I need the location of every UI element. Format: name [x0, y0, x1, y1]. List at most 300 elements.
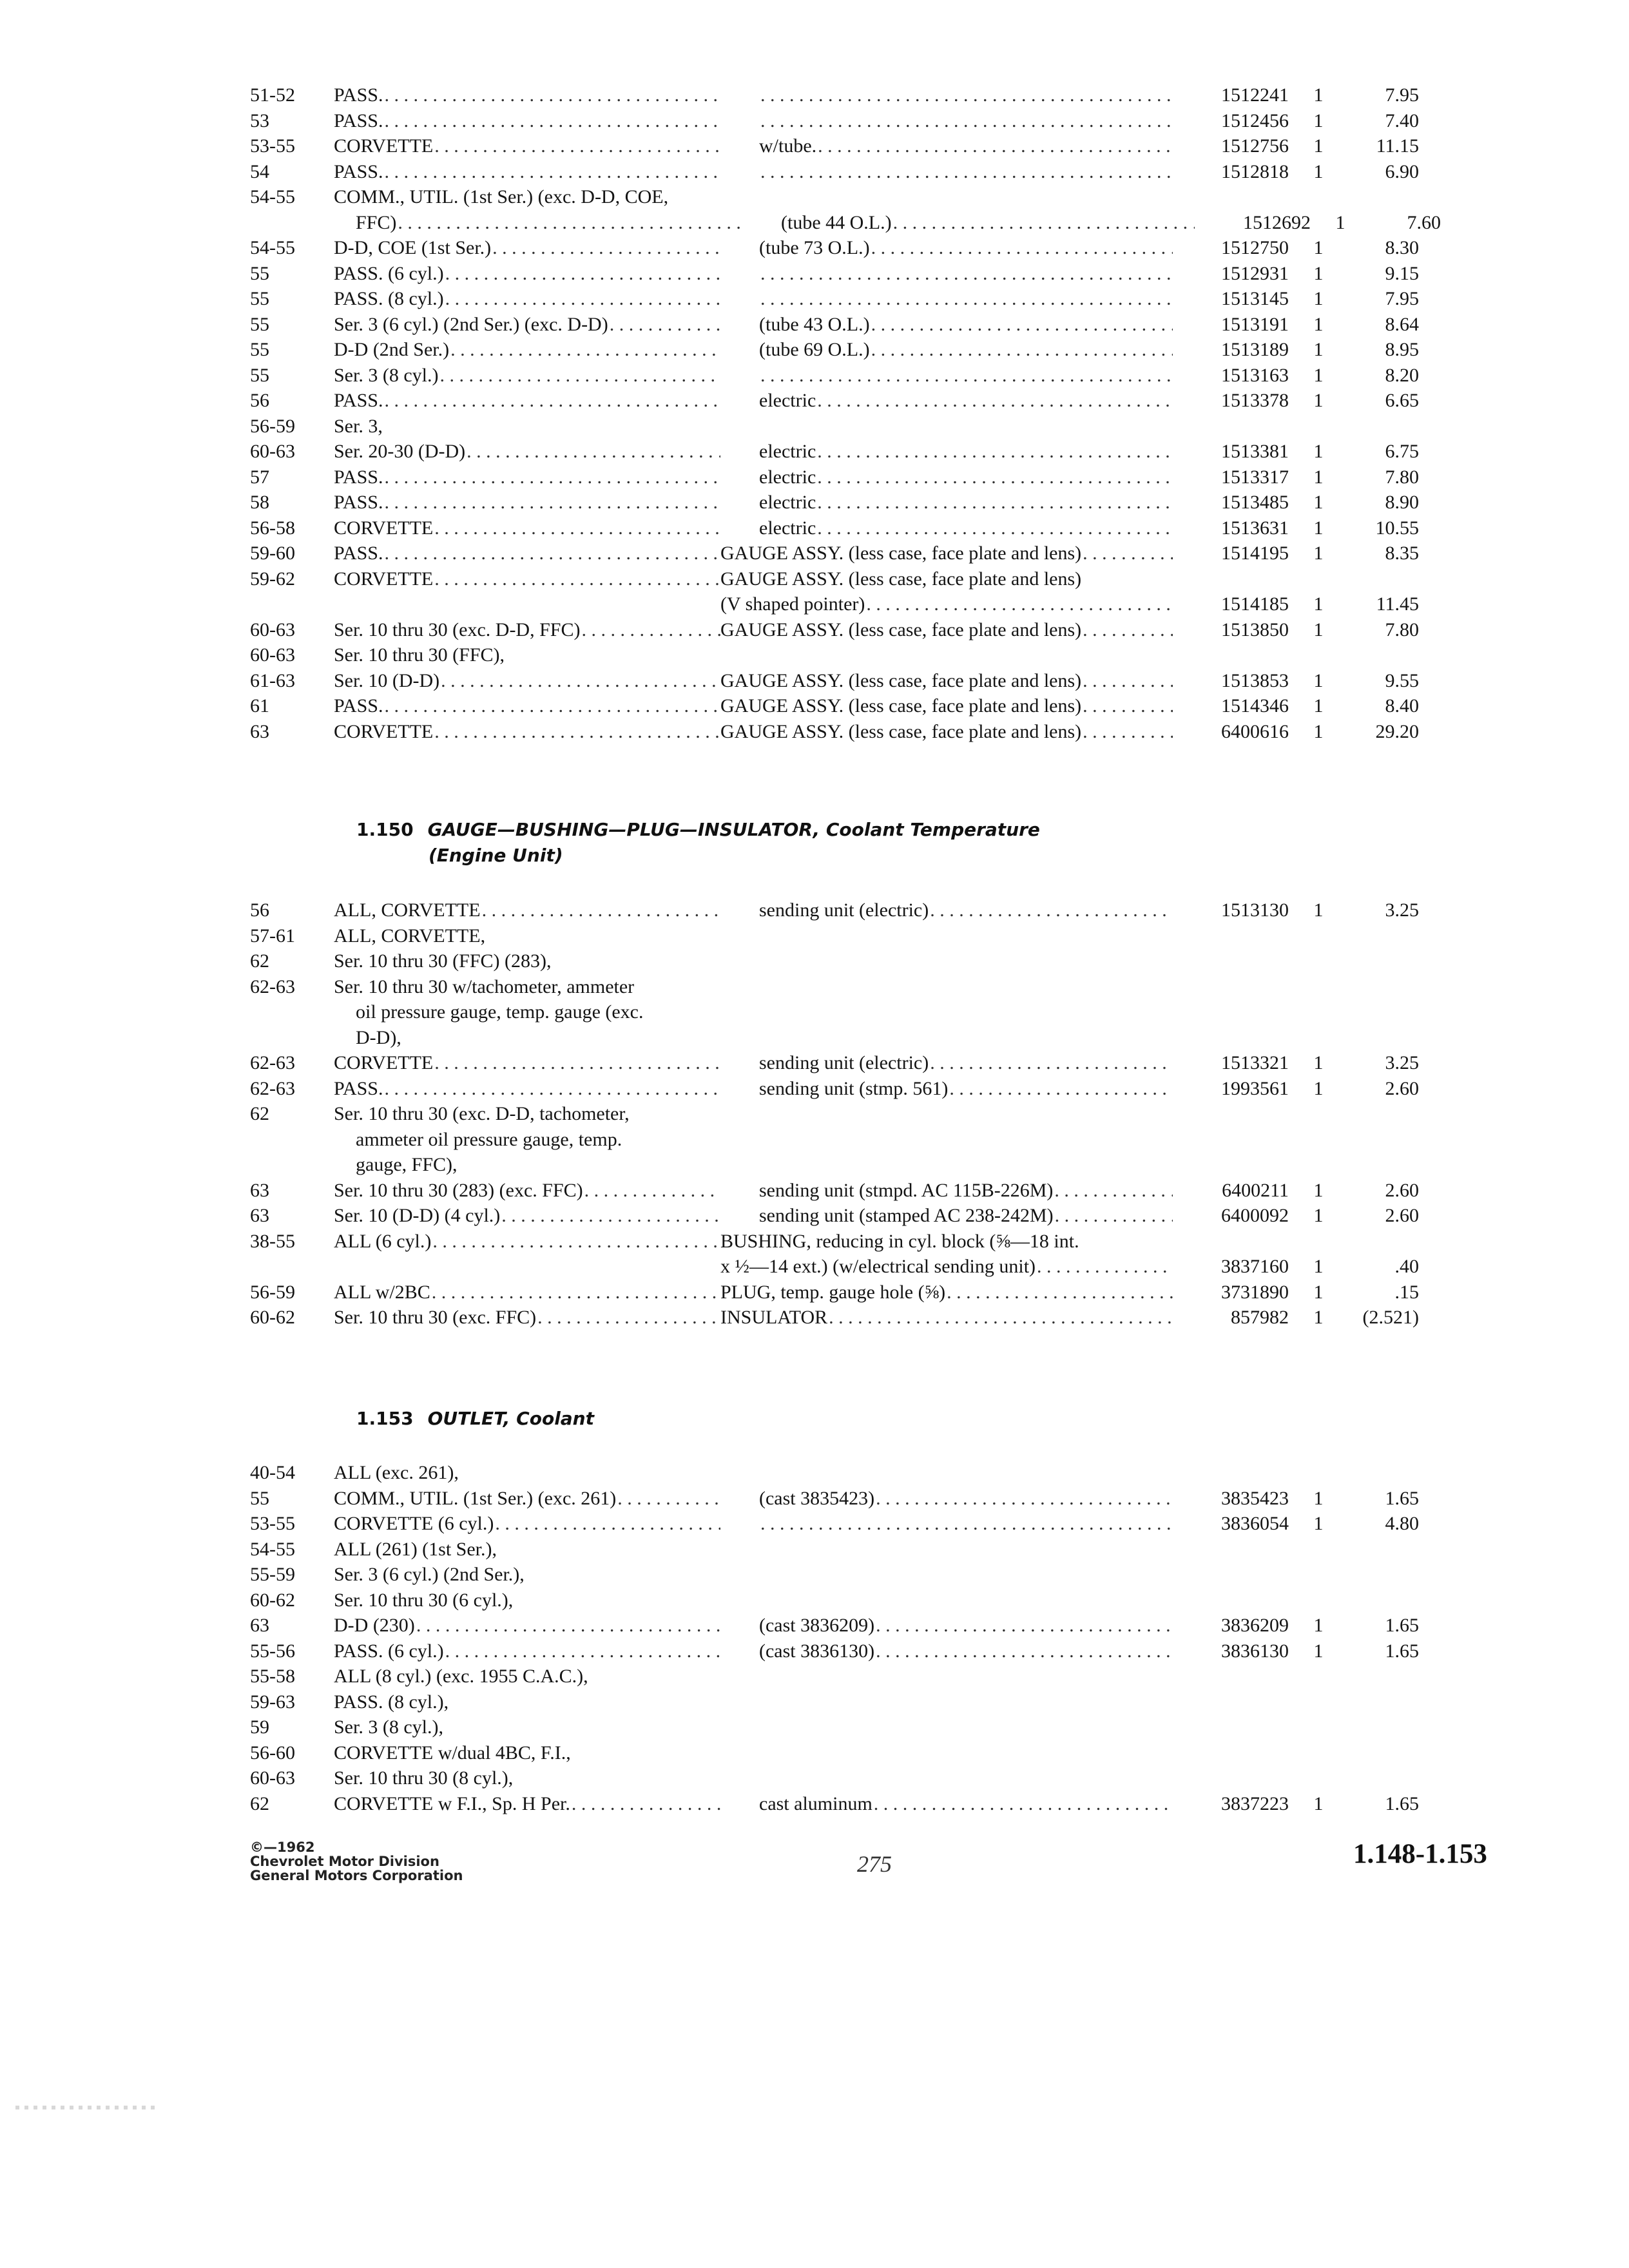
year-cell: 62-63 — [250, 1077, 295, 1099]
section-title: OUTLET, Coolant — [427, 1408, 595, 1429]
table-row — [250, 566, 1474, 592]
table-row — [250, 668, 1474, 694]
application-cell — [334, 1101, 720, 1127]
description-cell — [720, 108, 1173, 134]
table-row — [250, 1639, 1474, 1664]
price-cell: 3.25 — [1385, 1052, 1419, 1073]
application-cell — [334, 210, 742, 236]
dot-leader — [583, 1178, 720, 1204]
part-number-cell: 3836209 — [1221, 1615, 1289, 1636]
table-row — [250, 490, 1474, 515]
dot-leader — [536, 1305, 720, 1331]
quantity-cell: 1 — [1313, 517, 1324, 539]
price-cell: (2.521) — [1362, 1307, 1419, 1328]
dot-leader — [816, 465, 1173, 490]
table-row — [250, 999, 1474, 1025]
application-cell — [334, 490, 720, 515]
application-cell — [334, 1127, 742, 1153]
application-cell — [334, 235, 720, 261]
table-row — [250, 1613, 1474, 1639]
description-text: sending unit (electric) — [759, 1052, 929, 1073]
part-number-cell: 1513163 — [1221, 364, 1289, 386]
application-text: D-D, COE (1st Ser.) — [334, 237, 492, 258]
price-cell: 2.60 — [1385, 1205, 1419, 1226]
year-cell: 62 — [250, 1792, 269, 1814]
part-number-cell: 1512456 — [1221, 110, 1289, 131]
description-cell — [720, 591, 1173, 617]
dot-leader — [383, 388, 720, 414]
quantity-cell: 1 — [1313, 1256, 1324, 1277]
year-cell: 55 — [250, 262, 269, 284]
application-text: Ser. 10 thru 30 (283) (exc. FFC) — [334, 1179, 583, 1201]
description-text: sending unit (stamped AC 238-242M) — [759, 1205, 1054, 1226]
price-cell: 8.20 — [1385, 364, 1419, 386]
dot-leader — [759, 82, 1173, 108]
quantity-cell: 1 — [1313, 135, 1324, 157]
dot-leader — [929, 1050, 1173, 1076]
description-text: electric — [759, 390, 816, 411]
description-text: w/tube. — [759, 135, 817, 157]
description-text: electric — [759, 492, 816, 513]
dot-leader — [433, 1050, 720, 1076]
year-cell: 62 — [250, 950, 269, 972]
dot-leader — [816, 388, 1173, 414]
table-row — [250, 1715, 1474, 1740]
price-cell: 6.75 — [1385, 441, 1419, 462]
dot-leader — [816, 490, 1173, 515]
table-row — [250, 414, 1474, 439]
application-cell — [334, 1562, 720, 1588]
quantity-cell: 1 — [1313, 720, 1324, 742]
dot-leader — [383, 1076, 720, 1102]
year-cell: 55-59 — [250, 1564, 295, 1585]
table-row — [250, 108, 1474, 134]
quantity-cell: 1 — [1313, 364, 1324, 386]
table-row — [250, 1050, 1474, 1076]
application-cell — [334, 1280, 720, 1305]
dot-leader — [383, 693, 720, 719]
application-cell — [334, 1588, 720, 1613]
description-text: sending unit (electric) — [759, 899, 929, 921]
application-text: Ser. 3 (6 cyl.) (2nd Ser.), — [334, 1564, 525, 1585]
year-cell: 63 — [250, 1205, 269, 1226]
year-cell: 40-54 — [250, 1462, 295, 1483]
table-row — [250, 312, 1474, 338]
application-cell — [334, 1715, 720, 1740]
description-cell — [720, 312, 1173, 338]
application-text: Ser. 10 thru 30 (exc. D-D, FFC) — [334, 619, 581, 640]
year-cell: 55 — [250, 288, 269, 309]
part-number-cell: 1514195 — [1221, 543, 1289, 564]
description-cell — [720, 1791, 1173, 1817]
description-cell — [720, 133, 1173, 159]
description-text: PLUG, temp. gauge hole (⅝) — [720, 1281, 946, 1303]
year-cell: 54-55 — [250, 237, 295, 258]
application-cell — [334, 465, 720, 490]
table-row — [250, 923, 1474, 949]
quantity-cell: 1 — [1313, 441, 1324, 462]
application-cell — [334, 693, 720, 719]
part-number-cell: 1512931 — [1221, 262, 1289, 284]
part-number-cell: 1993561 — [1221, 1077, 1289, 1099]
application-cell — [334, 1050, 720, 1076]
quantity-cell: 1 — [1313, 110, 1324, 131]
quantity-cell: 1 — [1313, 313, 1324, 335]
section-subtitle: (Engine Unit) — [429, 845, 563, 866]
table-row — [250, 1203, 1474, 1229]
description-cell — [720, 515, 1173, 541]
dot-leader — [449, 337, 720, 363]
application-cell — [334, 719, 720, 745]
application-cell — [334, 923, 720, 949]
application-text: Ser. 10 (D-D) — [334, 669, 440, 691]
year-cell: 59-60 — [250, 543, 295, 564]
year-cell: 63 — [250, 1179, 269, 1201]
dot-leader — [415, 1613, 720, 1639]
quantity-cell: 1 — [1313, 339, 1324, 360]
year-cell: 53-55 — [250, 135, 295, 157]
quantity-cell: 1 — [1313, 619, 1324, 640]
description-cell — [720, 1511, 1173, 1537]
footer-publisher — [250, 1840, 463, 1883]
table-row — [250, 1178, 1474, 1204]
table-row — [250, 337, 1474, 363]
dot-leader — [494, 1511, 720, 1537]
table-row — [250, 286, 1474, 312]
application-text: Ser. 3, — [334, 415, 383, 437]
price-cell: 1.65 — [1385, 1487, 1419, 1509]
table-row — [250, 1254, 1474, 1280]
price-cell: 7.80 — [1385, 619, 1419, 640]
application-text: PASS. (6 cyl.) — [334, 1640, 444, 1662]
description-text: (tube 73 O.L.) — [759, 237, 870, 258]
dot-leader — [759, 261, 1173, 287]
dot-leader — [816, 439, 1173, 465]
application-text: oil pressure gauge, temp. gauge (exc. — [356, 1001, 644, 1023]
year-cell: 38-55 — [250, 1230, 295, 1252]
application-text: PASS. — [334, 84, 383, 106]
price-cell: 7.80 — [1385, 466, 1419, 488]
application-text: Ser. 10 thru 30 (exc. D-D, tachometer, — [334, 1103, 630, 1124]
dot-leader — [865, 591, 1173, 617]
dot-leader — [1081, 719, 1173, 745]
description-text: sending unit (stmpd. AC 115B-226M) — [759, 1179, 1054, 1201]
description-text: electric — [759, 517, 816, 539]
description-cell — [720, 286, 1173, 312]
application-text: ALL (6 cyl.) — [334, 1230, 432, 1252]
table-row — [250, 261, 1474, 287]
application-text: PASS. — [334, 466, 383, 488]
dot-leader — [759, 159, 1173, 185]
quantity-cell: 1 — [1313, 543, 1324, 564]
description-text: x ½—14 ext.) (w/electrical sending unit) — [720, 1256, 1036, 1277]
application-cell — [334, 1229, 720, 1254]
part-number-cell: 1513631 — [1221, 517, 1289, 539]
description-cell — [720, 337, 1173, 363]
application-text: COMM., UTIL. (1st Ser.) (exc. D-D, COE, — [334, 186, 669, 207]
price-cell: .40 — [1394, 1256, 1419, 1277]
part-number-cell: 1513145 — [1221, 288, 1289, 309]
price-cell: 3.25 — [1385, 899, 1419, 921]
price-cell: 6.65 — [1385, 390, 1419, 411]
description-cell — [720, 1486, 1173, 1512]
dot-leader — [874, 1639, 1173, 1664]
year-cell: 54-55 — [250, 186, 295, 207]
description-cell — [720, 1050, 1173, 1076]
dot-leader — [439, 668, 720, 694]
year-cell: 57-61 — [250, 925, 295, 947]
dot-leader — [444, 286, 720, 312]
price-cell: 11.15 — [1376, 135, 1419, 157]
application-text: ALL, CORVETTE — [334, 899, 481, 921]
application-text: Ser. 3 (8 cyl.), — [334, 1716, 443, 1738]
dot-leader — [433, 566, 720, 592]
description-cell — [720, 541, 1173, 566]
dot-leader — [491, 235, 720, 261]
year-cell: 59-63 — [250, 1691, 295, 1713]
price-cell: 8.90 — [1385, 492, 1419, 513]
description-cell — [720, 1178, 1173, 1204]
application-text: PASS. (8 cyl.) — [334, 288, 444, 309]
part-number-cell: 6400616 — [1221, 720, 1289, 742]
application-cell — [334, 261, 720, 287]
description-text: (tube 44 O.L.) — [781, 211, 892, 233]
quantity-cell: 1 — [1313, 288, 1324, 309]
description-cell — [720, 465, 1173, 490]
quantity-cell: 1 — [1313, 1281, 1324, 1303]
year-cell: 55-58 — [250, 1666, 295, 1687]
table-row — [250, 1305, 1474, 1331]
table-row — [250, 1127, 1474, 1153]
description-cell — [720, 898, 1173, 923]
description-text: GAUGE ASSY. (less case, face plate and lens) — [720, 669, 1082, 691]
quantity-cell: 1 — [1313, 1077, 1324, 1099]
quantity-cell: 1 — [1313, 466, 1324, 488]
application-cell — [334, 1639, 720, 1664]
description-cell — [720, 1639, 1173, 1664]
application-cell — [334, 1203, 720, 1229]
part-number-cell: 1512692 — [1243, 211, 1311, 233]
description-cell — [720, 490, 1173, 515]
application-text: Ser. 10 thru 30 w/tachometer, ammeter — [334, 975, 635, 997]
year-cell: 53 — [250, 110, 269, 131]
dot-leader — [1053, 1178, 1173, 1204]
quantity-cell: 1 — [1313, 262, 1324, 284]
part-number-cell: 3837160 — [1221, 1256, 1289, 1277]
year-cell: 62 — [250, 1103, 269, 1124]
dot-leader — [1081, 541, 1173, 566]
description-cell — [720, 388, 1173, 414]
application-text: PASS. — [334, 543, 383, 564]
quantity-cell: 1 — [1313, 390, 1324, 411]
application-cell — [334, 414, 720, 439]
dot-leader — [431, 1229, 720, 1254]
application-text: CORVETTE (6 cyl.) — [334, 1513, 494, 1534]
dot-leader — [383, 159, 720, 185]
application-text: CORVETTE — [334, 135, 434, 157]
description-text: GAUGE ASSY. (less case, face plate and lens) — [720, 543, 1082, 564]
price-cell: 8.64 — [1385, 313, 1419, 335]
dot-leader — [481, 898, 720, 923]
application-cell — [334, 1076, 720, 1102]
dot-leader — [1081, 617, 1173, 643]
description-text: cast aluminum — [759, 1792, 872, 1814]
dot-leader — [570, 1791, 720, 1817]
application-cell — [334, 1511, 720, 1537]
dot-leader — [892, 210, 1195, 236]
table-row — [250, 1562, 1474, 1588]
application-text: Ser. 10 (D-D) (4 cyl.) — [334, 1205, 501, 1226]
application-text: ALL (exc. 261), — [334, 1462, 459, 1483]
application-text: CORVETTE — [334, 1052, 434, 1073]
dot-leader — [870, 235, 1173, 261]
year-cell: 57 — [250, 466, 269, 488]
year-cell: 55-56 — [250, 1640, 295, 1662]
application-text: Ser. 3 (8 cyl.) — [334, 364, 439, 386]
description-text: sending unit (stmp. 561) — [759, 1077, 949, 1099]
table-row — [250, 719, 1474, 745]
description-text: electric — [759, 441, 816, 462]
table-row — [250, 898, 1474, 923]
application-text: Ser. 10 thru 30 (FFC) (283), — [334, 950, 552, 972]
quantity-cell: 1 — [1313, 1615, 1324, 1636]
table-row — [250, 82, 1474, 108]
application-text: CORVETTE — [334, 568, 434, 590]
price-cell: 8.35 — [1385, 543, 1419, 564]
application-cell — [334, 566, 720, 592]
application-cell — [334, 363, 720, 389]
table-row — [250, 1791, 1474, 1817]
description-cell — [742, 210, 1195, 236]
table-row — [250, 159, 1474, 185]
price-cell: 4.80 — [1385, 1513, 1419, 1534]
year-cell: 55 — [250, 313, 269, 335]
part-number-cell: 3836054 — [1221, 1513, 1289, 1534]
price-cell: 9.15 — [1385, 262, 1419, 284]
table-row — [250, 1588, 1474, 1613]
part-number-cell: 1513191 — [1221, 313, 1289, 335]
price-cell: 7.95 — [1385, 84, 1419, 106]
application-cell — [334, 1765, 720, 1791]
table-row — [250, 1025, 1474, 1051]
dot-leader — [580, 617, 720, 643]
price-cell: 10.55 — [1375, 517, 1419, 539]
application-cell — [334, 159, 720, 185]
application-text: ALL, CORVETTE, — [334, 925, 486, 947]
dot-leader — [444, 261, 720, 287]
application-cell — [334, 388, 720, 414]
application-cell — [334, 286, 720, 312]
dot-leader — [1036, 1254, 1173, 1280]
table-row — [250, 948, 1474, 974]
application-text: PASS. — [334, 390, 383, 411]
price-cell: 11.45 — [1376, 593, 1419, 615]
application-text: ammeter oil pressure gauge, temp. — [356, 1128, 622, 1150]
application-cell — [334, 642, 720, 668]
dot-leader — [759, 1511, 1173, 1537]
year-cell: 63 — [250, 1615, 269, 1636]
table-row — [250, 1280, 1474, 1305]
section-1-153-heading — [356, 1406, 594, 1432]
part-number-cell: 1512750 — [1221, 237, 1289, 258]
dot-leader — [500, 1203, 720, 1229]
dot-leader — [874, 1613, 1173, 1639]
part-number-cell: 3835423 — [1221, 1487, 1289, 1509]
description-text: (V shaped pointer) — [720, 593, 865, 615]
year-cell: 58 — [250, 492, 269, 513]
description-cell — [720, 261, 1173, 287]
part-number-cell: 6400092 — [1221, 1205, 1289, 1226]
year-cell: 63 — [250, 720, 269, 742]
table-row — [250, 210, 1474, 236]
table-row — [250, 1152, 1474, 1178]
description-text: GAUGE ASSY. (less case, face plate and lens) — [720, 720, 1082, 742]
dot-leader — [816, 515, 1173, 541]
description-cell — [720, 1280, 1173, 1305]
application-text: gauge, FFC), — [356, 1154, 458, 1175]
dot-leader — [874, 1486, 1173, 1512]
application-text: Ser. 10 thru 30 (8 cyl.), — [334, 1767, 514, 1789]
page-number: 275 — [857, 1851, 892, 1877]
part-number-cell: 1513130 — [1221, 899, 1289, 921]
description-cell — [720, 82, 1173, 108]
application-text: PASS. (6 cyl.) — [334, 262, 444, 284]
quantity-cell: 1 — [1313, 237, 1324, 258]
table-row — [250, 1765, 1474, 1791]
table-row — [250, 1076, 1474, 1102]
description-text: BUSHING, reducing in cyl. block (⅝—18 int. — [720, 1230, 1079, 1252]
dot-leader — [433, 133, 720, 159]
table-row — [250, 617, 1474, 643]
application-text: ALL (261) (1st Ser.), — [334, 1538, 497, 1560]
year-cell: 60-62 — [250, 1307, 295, 1328]
description-cell — [720, 693, 1173, 719]
copyright-line: ©—1962 — [250, 1840, 315, 1855]
description-text: GAUGE ASSY. (less case, face plate and lens) — [720, 695, 1082, 716]
description-cell — [720, 1613, 1173, 1639]
part-number-cell: 1512241 — [1221, 84, 1289, 106]
table-row — [250, 1664, 1474, 1689]
table-row — [250, 388, 1474, 414]
application-cell — [334, 133, 720, 159]
year-cell: 59 — [250, 1716, 269, 1738]
table-row — [250, 1537, 1474, 1562]
price-cell: .15 — [1394, 1281, 1419, 1303]
dot-leader — [1054, 1203, 1173, 1229]
price-cell: 2.60 — [1385, 1077, 1419, 1099]
part-number-cell: 1513485 — [1221, 492, 1289, 513]
table-row — [250, 439, 1474, 465]
application-text: CORVETTE — [334, 720, 434, 742]
dot-leader — [616, 1486, 720, 1512]
description-text: (cast 3835423) — [759, 1487, 875, 1509]
application-text: PASS. — [334, 492, 383, 513]
price-cell: 7.60 — [1407, 211, 1441, 233]
year-cell: 61 — [250, 695, 269, 716]
quantity-cell: 1 — [1335, 211, 1345, 233]
application-cell — [334, 1460, 720, 1486]
application-cell — [334, 999, 742, 1025]
application-text: D-D (2nd Ser.) — [334, 339, 450, 360]
dot-leader — [433, 719, 720, 745]
description-text: (cast 3836209) — [759, 1615, 875, 1636]
dot-leader — [438, 363, 720, 389]
year-cell: 60-63 — [250, 644, 295, 666]
price-cell: 1.65 — [1385, 1640, 1419, 1662]
quantity-cell: 1 — [1313, 1052, 1324, 1073]
price-cell: 1.65 — [1385, 1615, 1419, 1636]
section-range: 1.148-1.153 — [1353, 1839, 1487, 1869]
